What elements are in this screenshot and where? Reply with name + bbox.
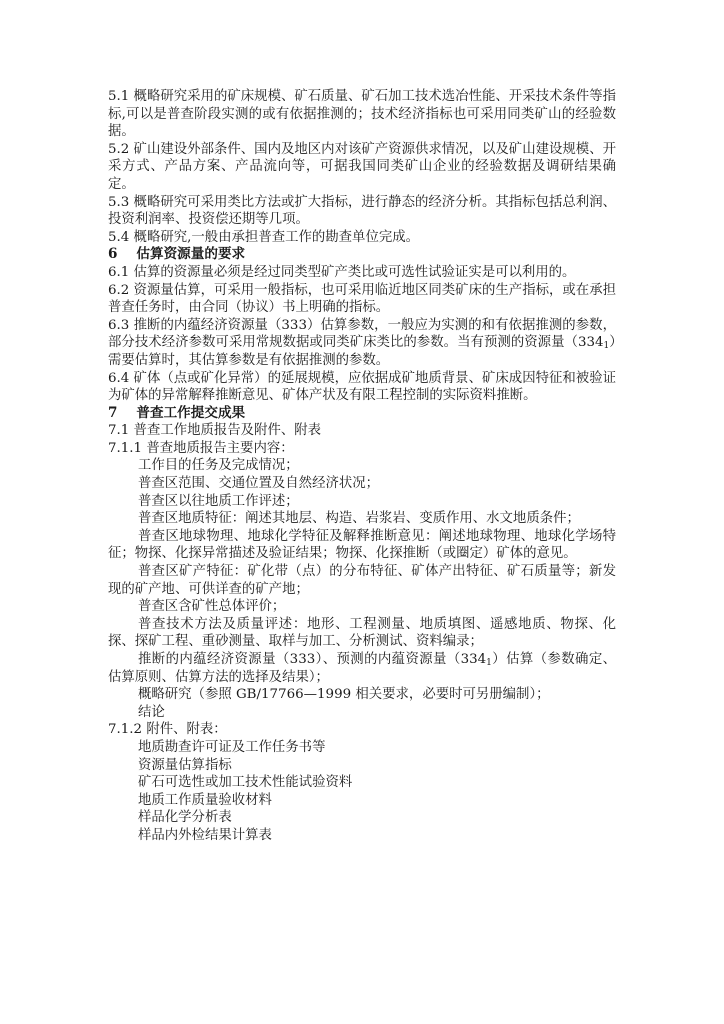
para-5-3: 5.3 概略研究可采用类比方法或扩大指标，进行静态的经济分析。其指标包括总利润、投资利润率、投资偿还期等几项。 — [108, 194, 616, 228]
report-item: 结论 — [138, 704, 165, 720]
report-item-resource-estimate — [108, 651, 616, 686]
report-item: 普查区地球物理、地球化学特征及解释推断意见：阐述地球物理、地球化学场特征；物探、化探异常描述及验证结果；物探、化探推断（或圈定）矿体的意见。 — [108, 528, 616, 562]
para-5-2: 5.2 矿山建设外部条件、国内及地区内对该矿产资源供求情况，以及矿山建设规模、开采方式、产品方案、产品流向等，可据我国同类矿山企业的经验数据及调研结果确定。 — [108, 141, 616, 192]
report-item: 普查区含矿性总体评价； — [138, 599, 286, 615]
para-6-3-subscript: 1 — [603, 341, 610, 352]
attachment-item: 样品化学分析表 — [138, 810, 232, 826]
section-7-title: 普查工作提交成果 — [136, 404, 246, 421]
para-6-3-text-a: 6.3 推断的内蕴经济资源量（333）估算参数，一般应为实测的和有依据推测的参数，部分技术经济参数可采用常规数据或同类矿床类比的参数。当有预测的资源量（334 — [108, 317, 616, 351]
para-5-4: 5.4 概略研究,一般由承担普查工作的勘查单位完成。 — [108, 229, 420, 245]
report-item: 普查区矿产特征：矿化带（点）的分布特征、矿体产出特征、矿石质量等；新发现的矿产地、可供详查的矿产地； — [108, 564, 616, 597]
report-item-9-subscript: 1 — [486, 658, 492, 668]
subsection-7-1-1: 7.1.1 普查地质报告主要内容： — [108, 440, 294, 456]
para-6-4: 6.4 矿体（点或矿化异常）的延展规模，应依据成矿地质背景、矿床成因特征和被验证为矿体的异常解释推断意见、矿体产状及有限工程控制的实际资料推断。 — [108, 370, 616, 404]
report-item: 普查区地质特征：阐述其地层、构造、岩浆岩、变质作用、水文地质条件； — [138, 511, 580, 527]
subsection-7-1: 7.1 普查工作地质报告及附件、附表 — [108, 423, 322, 439]
report-item-9-text-b: ）估算（参数确定、估算原则、估算方法的选择及结果）； — [108, 652, 617, 685]
attachment-item: 地质工作质量验收材料 — [138, 792, 272, 808]
attachment-item: 地质勘查许可证及工作任务书等 — [138, 739, 326, 755]
attachment-item: 矿石可选性或加工技术性能试验资料 — [138, 775, 353, 791]
report-item: 普查区范围、交通位置及自然经济状况； — [138, 476, 380, 492]
para-6-3 — [108, 317, 616, 370]
section-6-heading — [108, 246, 616, 264]
section-7-heading — [108, 405, 616, 423]
report-item: 概略研究（参照 GB/17766—1999 相关要求，必要时可另册编制）； — [138, 687, 550, 703]
report-item: 普查技术方法及质量评述：地形、工程测量、地质填图、遥感地质、物探、化探、探矿工程、重砂测量、取样与加工、分析测试、资料编录； — [108, 616, 616, 650]
attachment-item: 样品内外检结果计算表 — [138, 827, 272, 843]
section-7-number: 7 — [108, 404, 118, 421]
attachment-item: 资源量估算指标 — [138, 757, 232, 773]
report-item: 普查区以往地质工作评述； — [138, 493, 299, 509]
section-6-title: 估算资源量的要求 — [136, 246, 246, 263]
subsection-7-1-2: 7.1.2 附件、附表： — [108, 722, 227, 738]
section-6-number: 6 — [108, 246, 118, 263]
para-6-3-text-b: ）需要估算时，其估算参数是有依据推测的参数。 — [108, 335, 616, 368]
report-item: 工作目的任务及完成情况； — [138, 458, 299, 474]
report-item-9-text-a: 推断的内蕴经济资源量（333）、预测的内蕴资源量（334 — [138, 652, 487, 667]
document-page — [108, 88, 616, 845]
para-5-1: 5.1 概略研究采用的矿床规模、矿石质量、矿石加工技术选冶性能、开采技术条件等指标,可以是普查阶段实测的或有依据推测的；技术经济指标也可采用同类矿山的经验数据。 — [108, 89, 616, 140]
para-6-1: 6.1 估算的资源量必须是经过同类型矿产类比或可选性试验证实是可以利用的。 — [108, 264, 576, 280]
para-6-2: 6.2 资源量估算，可采用一般指标，也可采用临近地区同类矿床的生产指标，或在承担普查任务时，由合同（协议）书上明确的指标。 — [108, 282, 616, 316]
